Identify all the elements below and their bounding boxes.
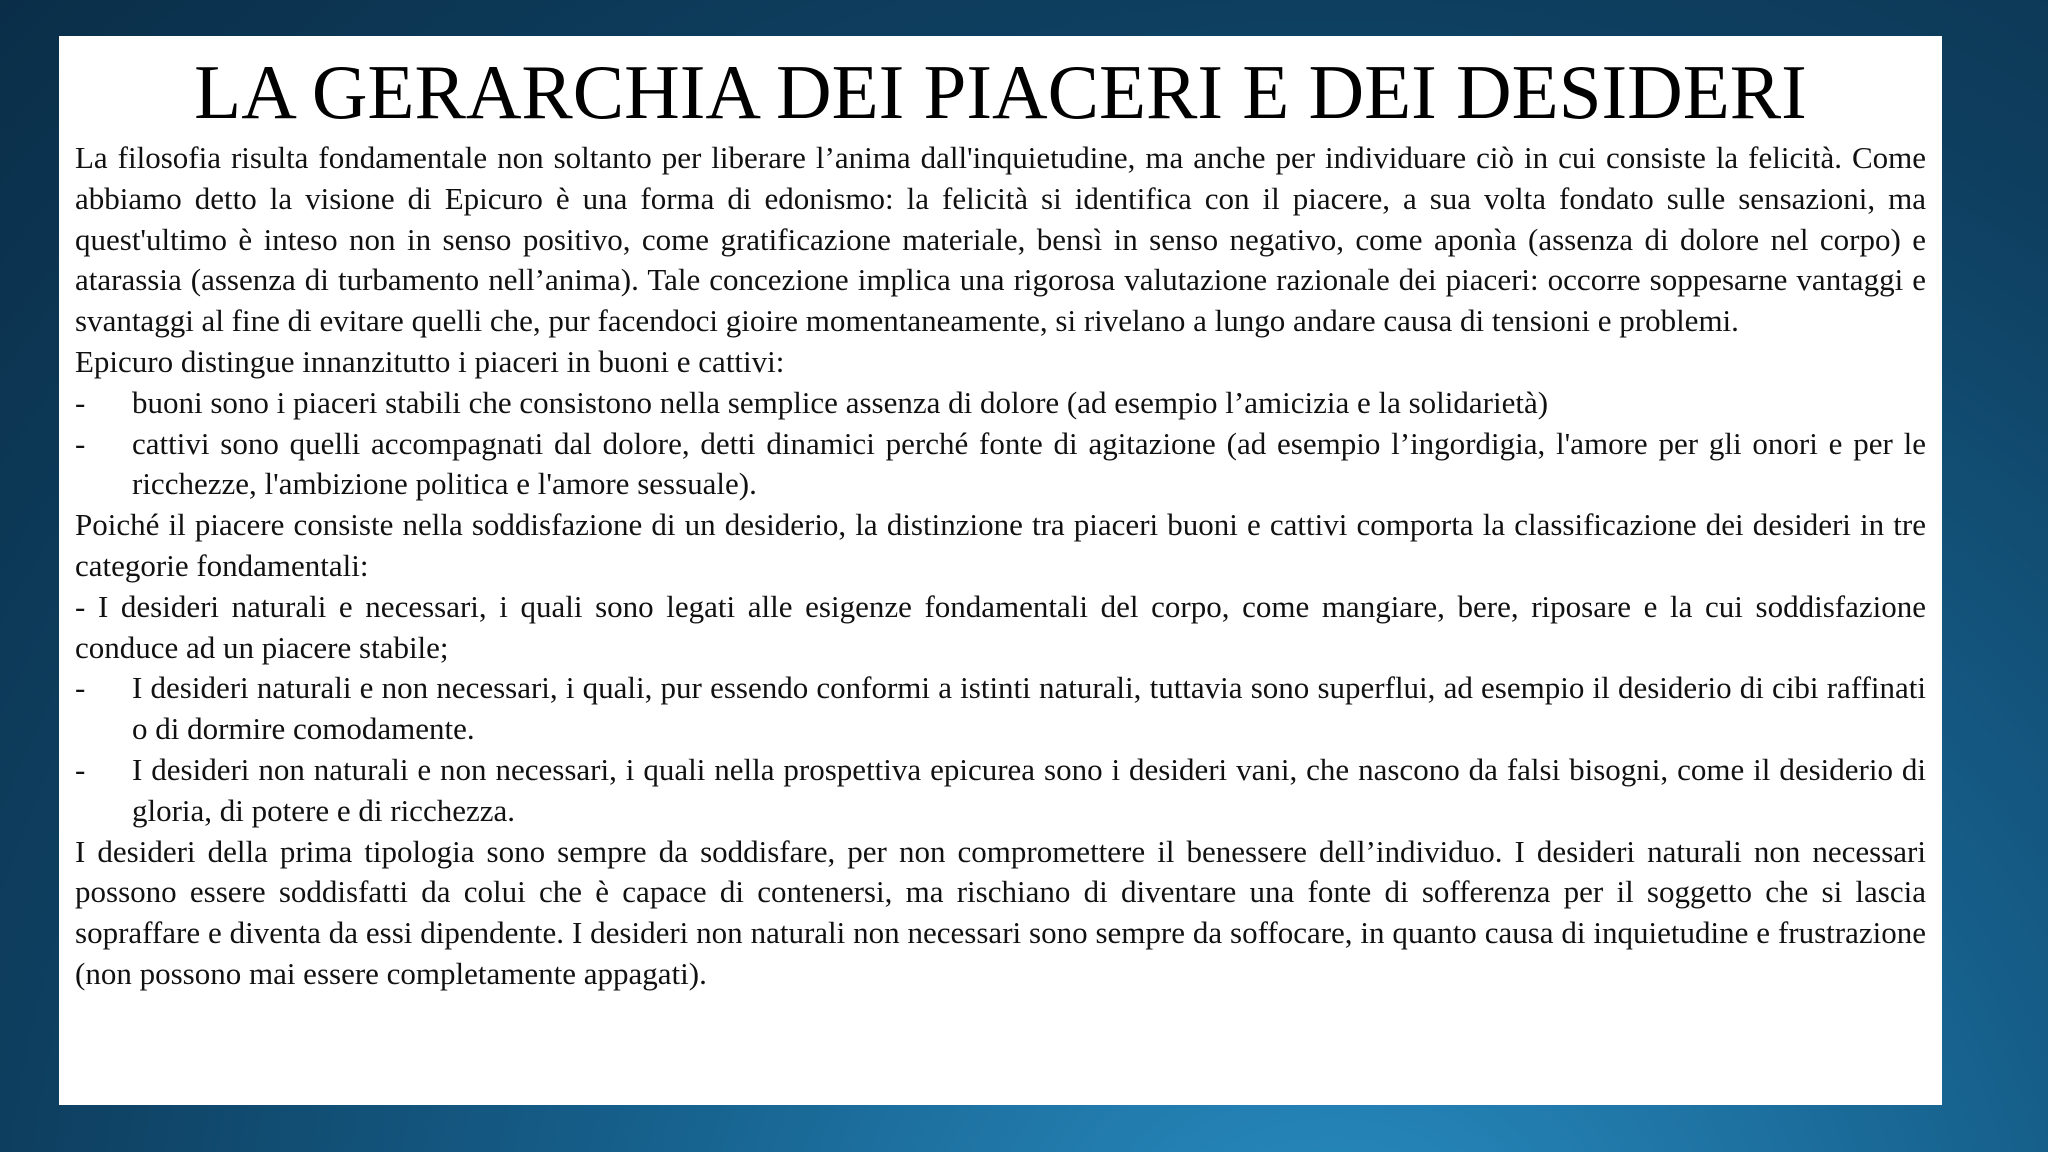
bullet-text: I desideri naturali e non necessari, i quali, pur essendo conformi a istinti naturali, tuttavia sono superflui, ad esempio il desiderio di cibi raffinati o di dormire comodamente. [132,670,1926,747]
slide-panel [59,36,1942,1105]
bullet-dash: - [75,384,86,420]
bullet-natural-unnecessary-desires [75,668,1926,750]
bullet-dash: - [75,670,86,706]
bullet-text: I desideri non naturali e non necessari, i quali nella prospettiva epicurea sono i desideri vani, che nascono da falsi bisogni, come il desiderio di gloria, di potere e di ricchezza. [132,751,1926,828]
slide-body [75,138,1926,995]
bullet-good-pleasures [75,383,1926,424]
bullet-unnatural-unnecessary-desires [75,750,1926,832]
bullet-dash: - [75,751,86,787]
paragraph-intro: La filosofia risulta fondamentale non soltanto per liberare l’anima dall'inquietudine, ma anche per individuare ciò in cui consiste la felicità. Come abbiamo detto la visione di Epicuro è una forma di edonismo: la felicità si identifica con il piacere, a sua volta fondato sulle sensazioni, ma quest'ultimo è inteso non in senso positivo, come gratificazione materiale, bensì in senso negativo, come aponìa (assenza di dolore nel corpo) e atarassia (assenza di turbamento nell’anima). Tale concezione implica una rigorosa valutazione razionale dei piaceri: occorre soppesarne vantaggi e svantaggi al fine di evitare quelli che, pur facendoci gioire momentaneamente, si rivelano a lungo andare causa di tensioni e problemi. [75,140,1926,339]
bullet-text: cattivi sono quelli accompagnati dal dolore, detti dinamici perché fonte di agitazione (ad esempio l’ingordigia, l'amore per gli onori e per le ricchezze, l'ambizione politica e l'amore sessuale). [132,425,1926,502]
paragraph-pleasures-distinction: Epicuro distingue innanzitutto i piaceri in buoni e cattivi: [75,343,785,379]
paragraph-desires-classification: Poiché il piacere consiste nella soddisfazione di un desiderio, la distinzione tra piaceri buoni e cattivi comporta la classificazione dei desideri in tre categorie fondamentali: [75,507,1926,583]
paragraph-natural-necessary-desires: - I desideri naturali e necessari, i quali sono legati alle esigenze fondamentali del corpo, come mangiare, bere, riposare e la cui soddisfazione conduce ad un piacere stabile; [75,588,1926,665]
paragraph-conclusion: I desideri della prima tipologia sono sempre da soddisfare, per non compromettere il benessere dell’individuo. I desideri naturali non necessari possono essere soddisfatti da colui che è capace di contenersi, ma rischiano di diventare una fonte di sofferenza per il soggetto che si lascia sopraffare e diventa da essi dipendente. I desideri non naturali non necessari sono sempre da soffocare, in quanto causa di inquietudine e frustrazione (non possono mai essere completamente appagati). [75,833,1926,991]
slide-title: LA GERARCHIA DEI PIACERI E DEI DESIDERI [194,49,1807,135]
bullet-bad-pleasures [75,424,1926,506]
bullet-text: buoni sono i piaceri stabili che consistono nella semplice assenza di dolore (ad esempio l’amicizia e la solidarietà) [132,384,1549,420]
bullet-dash: - [75,425,86,461]
